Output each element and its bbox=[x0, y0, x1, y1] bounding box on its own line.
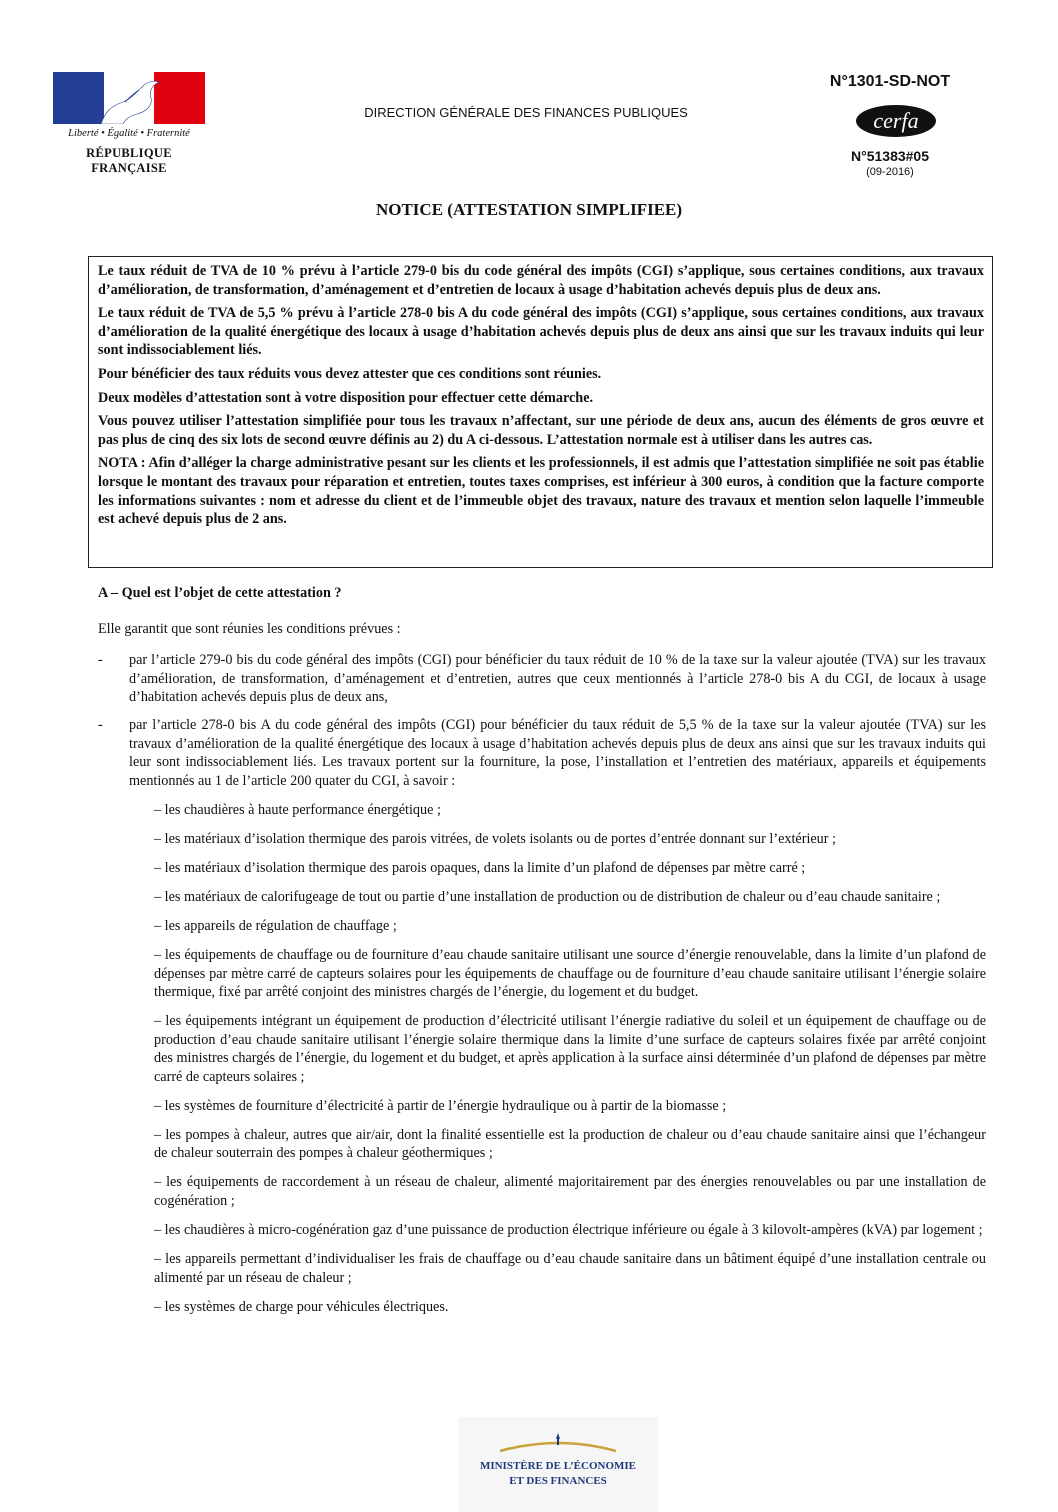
cerfa-date: (09-2016) bbox=[866, 166, 914, 178]
equipment-item: – les appareils de régulation de chauffage ; bbox=[154, 917, 397, 934]
equipment-item: – les équipements de raccordement à un réseau de chaleur, alimenté majoritairement par des énergies renouvelables ou par une installation de cogénération ; bbox=[154, 1174, 986, 1210]
form-number: N°1301-SD-NOT bbox=[829, 73, 951, 90]
equipment-item: – les matériaux de calorifugeage de tout ou partie d’une installation de production ou de distribution de chaleur ou d’eau chaude sanitaire ; bbox=[154, 888, 941, 905]
equipment-item: – les chaudières à haute performance énergétique ; bbox=[154, 802, 441, 818]
list-item bbox=[98, 716, 986, 790]
equipment-item: – les chaudières à micro-cogénération gaz d’une puissance de production électrique inférieure ou égale à 3 kilovolt-ampères (kVA) par logement ; bbox=[154, 1222, 983, 1238]
equipment-item: – les matériaux d’isolation thermique des parois opaques, dans la limite d’un plafond de dépenses par mètre carré ; bbox=[154, 859, 806, 876]
equipment-item: – les équipements de chauffage ou de fourniture d’eau chaude sanitaire utilisant une source d’énergie renouvelable, dans la limite d’un plafond de dépenses par mètre carré de capteurs solaires pour les équipements de chauffage ou de fourniture d’eau chaude sanitaire utilisant l’énergie solaire thermique, fixé par arrêté conjoint des ministres chargés de l’énergie, du logement et du budget. bbox=[154, 946, 986, 1001]
ministry-name-line2: ET DES FINANCES bbox=[509, 1475, 607, 1487]
bullet-marker: - bbox=[98, 717, 103, 733]
intro-paragraph: Pour bénéficier des taux réduits vous devez attester que ces conditions sont réunies. bbox=[98, 365, 602, 382]
list-item bbox=[98, 651, 986, 707]
motto: Liberté • Égalité • Fraternité bbox=[68, 128, 190, 139]
ministry-name-line1: MINISTÈRE DE L’ÉCONOMIE bbox=[479, 1460, 637, 1472]
equipment-item: – les appareils permettant d’individualiser les frais de chauffage ou d’eau chaude sanitaire dans un bâtiment équipé d’une installation centrale ou alimenté par un réseau de chaleur ; bbox=[154, 1250, 986, 1286]
intro-paragraph: Le taux réduit de TVA de 10 % prévu à l’article 279-0 bis du code général des impôts (CGI) s’applique, sous certaines conditions, aux travaux d’amélioration, de transformation, d’aménagement et d’entretien de locaux à usage d’habitation achevés depuis plus de deux ans. bbox=[98, 263, 984, 298]
intro-paragraph: Deux modèles d’attestation sont à votre disposition pour effectuer cette démarche. bbox=[98, 389, 594, 406]
intro-box bbox=[88, 256, 993, 568]
section-heading: A – Quel est l’objet de cette attestation ? bbox=[98, 585, 342, 601]
cerfa-number: N°51383#05 bbox=[851, 148, 929, 164]
intro-paragraph: Le taux réduit de TVA de 5,5 % prévu à l’article 278-0 bis A du code général des impôts (CGI) s’applique, sous certaines conditions, aux travaux d’amélioration de la qualité énergétique des locaux à usage d’habitation achevés depuis plus de deux ans ainsi que sur les travaux induits qui leur sont indissociablement liés. bbox=[98, 305, 984, 359]
cerfa-logo bbox=[855, 104, 937, 138]
equipment-item: – les équipements intégrant un équipement de production d’électricité utilisant l’énergie radiative du soleil et un équipement de chauffage ou de production d’eau chaude sanitaire utilisant l’énergie solaire thermique dans la limite d’une surface de capteurs solaires fixée par arrêté conjoint des ministres chargés de l’énergie, du logement et du budget, et après application à la surface ainsi déterminée d’un plafond de dépenses par mètre carré de capteurs solaires ; bbox=[154, 1013, 986, 1085]
equipment-item: – les matériaux d’isolation thermique des parois vitrées, de volets isolants ou de portes d’entrée donnant sur l’extérieur ; bbox=[154, 830, 836, 847]
section-intro: Elle garantit que sont réunies les conditions prévues : bbox=[98, 621, 401, 637]
ministry-emblem-icon bbox=[496, 1431, 620, 1453]
nota-paragraph: NOTA : Afin d’alléger la charge administrative pesant sur les clients et les professionnels, il est admis que l’attestation simplifiée ne soit pas établie lorsque le montant des travaux pour réparation et entretien, toutes taxes comprises, est inférieur à 300 euros, à condition que la facture comporte les informations suivantes : nom et adresse du client et de l’immeuble objet des travaux, nature des travaux et mention selon laquelle l’immeuble est achevé depuis plus de 2 ans. bbox=[98, 455, 984, 528]
equipment-item: – les systèmes de charge pour véhicules électriques. bbox=[154, 1298, 449, 1315]
cerfa-logo-text: cerfa bbox=[873, 108, 919, 133]
page-title: NOTICE (ATTESTATION SIMPLIFIEE) bbox=[375, 200, 683, 219]
directorate-name: DIRECTION GÉNÉRALE DES FINANCES PUBLIQUES bbox=[364, 105, 688, 120]
bullet-text: par l’article 278-0 bis A du code général des impôts (CGI) pour bénéficier du taux réduit de 5,5 % de la taxe sur la valeur ajoutée (TVA) sur les travaux d’amélioration de la qualité énergétique des locaux à usage d’habitation achevés depuis plus de deux ans ainsi que sur les travaux induits qui leur sont indissociablement liés. Les travaux portent sur la fourniture, la pose, l’installation et l’entretien des matériaux, appareils et équipements mentionnés au 1 de l’article 200 quater du CGI, à savoir : bbox=[129, 717, 986, 789]
bullet-marker: - bbox=[98, 652, 103, 668]
marianne-logo bbox=[53, 72, 205, 124]
bullet-text: par l’article 279-0 bis du code général des impôts (CGI) pour bénéficier du taux réduit de 10 % de la taxe sur la valeur ajoutée (TVA) sur les travaux d’amélioration, de transformation, d’aménagement et d’entretien, autres que ceux mentionnés à l’article 278-0 bis A du CGI, de locaux à usage d’habitation achevés depuis plus de deux ans, bbox=[129, 652, 986, 706]
equipment-item: – les systèmes de fourniture d’électricité à partir de l’énergie hydraulique ou à partir de la biomasse ; bbox=[154, 1097, 727, 1114]
intro-paragraph: Vous pouvez utiliser l’attestation simplifiée pour tous les travaux n’affectant, sur une période de deux ans, aucun des éléments de gros œuvre et pas plus de cinq des six lots de second œuvre définis au 2) du A ci-dessous. L’attestation normale est à utiliser dans les autres cas. bbox=[98, 413, 984, 448]
equipment-item: – les pompes à chaleur, autres que air/air, dont la finalité essentielle est la production de chaleur ou d’eau chaude sanitaire ainsi que l’échangeur de chaleur souterrain des pompes à chaleur géothermiques ; bbox=[154, 1126, 986, 1162]
republic-name: RÉPUBLIQUE FRANÇAISE bbox=[86, 146, 172, 175]
equipment-list bbox=[154, 801, 986, 1327]
